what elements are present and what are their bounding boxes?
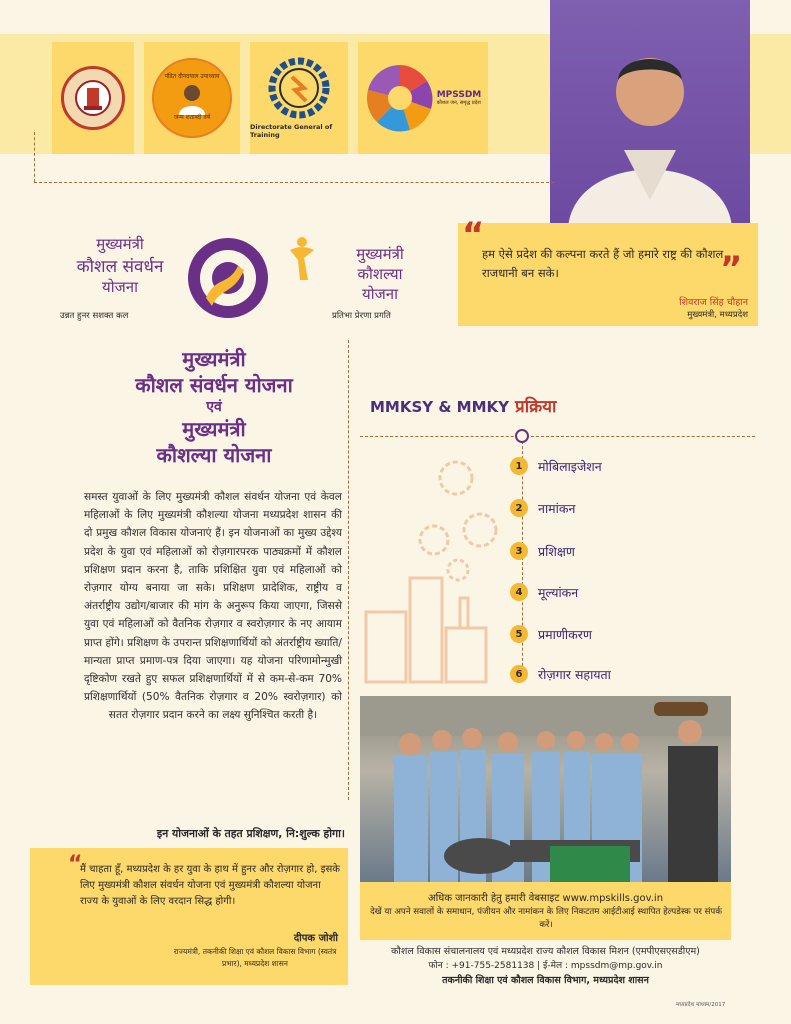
minister-quote-box (30, 848, 348, 985)
step-label: प्रमाणीकरण (538, 626, 592, 642)
free-training-note: इन योजनाओं के तहत प्रशिक्षण, नि:शुल्क होगा। (156, 827, 345, 840)
minister-quote-designation: राज्यमंत्री, तकनीकी शिक्षा एवं कौशल विकास विभाग (स्वतंत्र प्रभार), मध्यप्रदेश शासन (173, 947, 337, 968)
portrait-icon (175, 81, 209, 115)
cm-quote-text: हम ऐसे प्रदेश की कल्पना करते हैं जो हमारे राष्ट्र की कौशल राजधानी बन सके। (482, 247, 724, 280)
cm-photo (550, 0, 750, 228)
main-title-line5: कौशल्या योजना (156, 443, 272, 467)
process-step-4 (510, 578, 578, 606)
dgt-caption: Directorate General of Training (250, 123, 333, 139)
process-step-2 (510, 494, 575, 522)
mmksy-logo-line1: मुख्यमंत्री (96, 235, 144, 253)
step-label: रोज़गार सहायता (538, 666, 611, 682)
open-quote-icon: “ (462, 215, 485, 255)
mmky-tagline: प्रतिभा प्रेरणा प्रगति (332, 311, 391, 321)
dgt-logo-tile (250, 42, 348, 154)
mp-emblem-icon (61, 66, 125, 130)
step-label: नामांकन (538, 500, 576, 516)
divider (348, 340, 349, 800)
students-workshop-icon (360, 696, 731, 882)
divider (360, 436, 755, 437)
divider (34, 182, 554, 183)
mmky-logo-line1: मुख्यमंत्री (356, 245, 404, 263)
mpssdm-wheel-icon (365, 63, 435, 133)
timeline-node-icon (515, 429, 529, 443)
open-quote-icon: “ (68, 852, 83, 877)
step-number: 6 (510, 665, 528, 683)
website-info-line2: देखें या अपने सवालों के समाधान, पंजीयन और नामांकन के लिए निकटतम आईटीआई स्थापित हेल्पडेस्क पर संपर्क करें। (370, 907, 722, 930)
pdu-portrait-logo (152, 58, 232, 138)
process-heading (370, 394, 556, 417)
step-number: 5 (510, 625, 528, 643)
mpssdm-subtitle: कौशल जन, समृद्ध प्रदेश (436, 100, 481, 106)
pdu-logo-top-text: पंडित दीनदयाल उपाध्याय (164, 73, 220, 81)
process-title-hi: प्रक्रिया (515, 397, 557, 417)
website-info-box (360, 882, 731, 940)
body-paragraph: समस्त युवाओं के लिए मुख्यमंत्री कौशल संवर्धन योजना एवं केवल महिलाओं के लिए मुख्यमंत्री कौशल्या योजना मध्यप्रदेश शासन की दो प्रमुख कौशल विकास योजनाएं हैं। इन योजनाओं का मुख्य उद्देश्य प्रदेश के युवा एवं महिलाओं को रोज़गारपरक पाठ्यक्रमों में कौशल प्रशिक्षण प्रदान करना है, ताकि प्रशिक्षित युवा एवं महिलाओं को रोज़गार योग्य बनाया जा सके। प्रशिक्षण प्रादेशिक, राष्ट्रीय व अंतर्राष्ट्रीय उद्योग/बाजार की मांग के अनुरूप किया जाएगा, जिससे युवा एवं महिलाओं को वैतनिक रोज़गार व स्वरोज़गार के नए आयाम प्राप्त होंगे। प्रशिक्षण के उपरान्त प्रशिक्षणार्थियों को अंतर्राष्ट्रीय ख्याति/मान्यता प्राप्त प्रमाण-पत्र दिया जाएगा। यह योजना परिणामोन्मुखी दृष्टिकोण रखते हुए सफल प्रशिक्षणार्थियों में से कम-से-कम 70% प्रशिक्षणार्थियों (50% वैतनिक रोज़गार व 20% स्वरोज़गार) को सतत रोज़गार प्रदान करने का लक्ष्य सुनिश्चित करती है। (84, 491, 342, 722)
person-portrait-icon (550, 0, 750, 228)
mmky-logo-line2: कौशल्या (357, 265, 403, 283)
process-title-en: MMKSY & MMKY (370, 398, 510, 416)
mpssdm-title: MPSSDM (436, 90, 482, 100)
close-quote-icon: ” (720, 249, 743, 289)
main-title-line2: कौशल संवर्धन योजना (135, 373, 293, 397)
footer-line2: फोन : +91-755-2581138 | ई-मेल : mpssdm@mp.gov.in (428, 961, 663, 971)
imprint-note: मध्यप्रदेश माध्यम/2017 (676, 1002, 726, 1008)
step-label: मूल्यांकन (538, 584, 579, 600)
main-title (90, 346, 338, 468)
process-step-1 (510, 452, 602, 480)
footer-line1: कौशल विकास संचालनालय एवं मध्यप्रदेश राज्य कौशल विकास मिशन (एमपीएसएसडीएम) (391, 946, 700, 957)
main-title-line1: मुख्यमंत्री (182, 347, 246, 371)
step-number: 1 (510, 457, 528, 475)
footer-line3: तकनीकी शिक्षा एवं कौशल विकास विभाग, मध्यप्रदेश शासन (442, 975, 649, 986)
step-number: 3 (510, 542, 528, 560)
woman-figure-icon (286, 236, 318, 282)
mmksy-tagline: उन्नत हुनर सशक्त कल (60, 311, 129, 321)
pdu-logo-bottom-text: जन्म शताब्दी वर्ष (173, 114, 211, 121)
training-photo (360, 696, 731, 882)
mmksy-logo-line2: कौशल संवर्धन (76, 257, 164, 277)
divider (34, 132, 35, 182)
process-step-3 (510, 537, 575, 565)
step-label: मोबिलाइजेशन (538, 458, 602, 474)
dgt-gear-icon (268, 57, 330, 119)
minister-quote-text: मैं चाहता हूँ, मध्यप्रदेश के हर युवा के हाथ में हुनर और रोज़गार हो, इसके लिए मुख्यमंत्री कौशल संवर्धन योजना एवं मुख्यमंत्री कौशल्या योजना राज्य के युवाओं के लिए वरदान सिद्ध होगी। (80, 864, 340, 907)
step-number: 2 (510, 499, 528, 517)
mmksy-logo (60, 234, 275, 326)
main-title-line3: एवं (206, 399, 222, 415)
process-step-6 (510, 660, 611, 688)
minister-quote-author: दीपक जोशी (293, 933, 338, 944)
footer-contact (360, 944, 731, 988)
mpssdm-logo-tile (358, 42, 488, 154)
gears-factory-illustration (360, 452, 520, 690)
cm-quote-author: शिवराज सिंह चौहान (679, 297, 748, 308)
pdu-logo-tile (144, 42, 240, 154)
mp-govt-logo-tile (52, 42, 134, 154)
website-info-line1: अधिक जानकारी हेतु हमारी वेबसाइट www.mpskills.gov.in (427, 893, 664, 904)
step-label: प्रशिक्षण (538, 543, 575, 559)
mmksy-logo-line3: योजना (102, 278, 138, 296)
mmksy-swirl-icon (186, 236, 270, 320)
main-title-line4: मुख्यमंत्री (182, 417, 246, 441)
mmky-logo (286, 234, 436, 326)
process-step-5 (510, 620, 592, 648)
cm-quote-box (458, 215, 758, 326)
cm-quote-designation: मुख्यमंत्री, मध्यप्रदेश (687, 310, 748, 320)
mmky-logo-line3: योजना (362, 285, 398, 303)
step-number: 4 (510, 583, 528, 601)
